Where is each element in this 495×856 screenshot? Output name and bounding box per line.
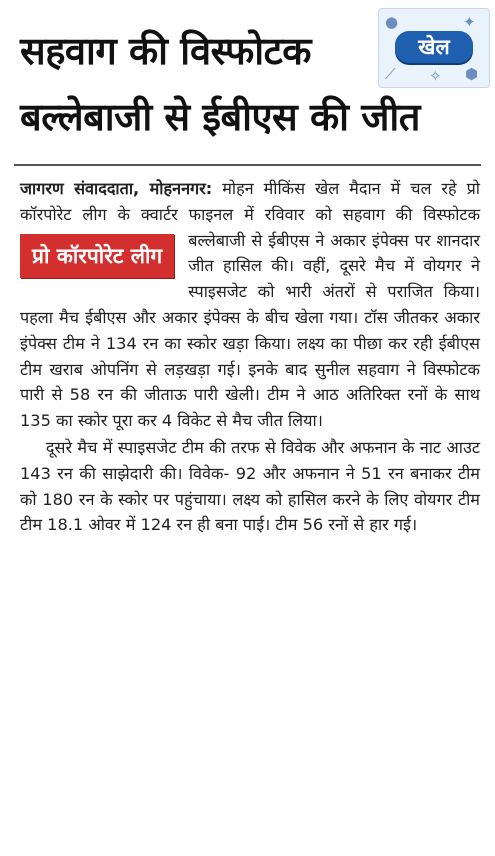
headline-line-2: बल्लेबाजी से ईबीएस की जीत: [20, 95, 420, 139]
section-badge-label: खेल: [395, 31, 473, 63]
divider: [14, 164, 481, 166]
runner-icon: ✦: [463, 13, 476, 31]
article-body: [20, 176, 480, 538]
volleyball-icon: ●: [385, 13, 399, 31]
soccer-ball-icon: ⬢: [465, 65, 479, 83]
cricket-bat-icon: ⟋: [385, 65, 396, 83]
article-paragraph-2: दूसरे मैच में स्पाइसजेट टीम की तरफ से विवेक और अफनान के नाट आउट 143 रन की साझेदारी की। विवेक- 92 और अफनान ने 51 रन बनाकर टीम को 180 रन के स्कोर पर पहुंचाया। लक्ष्य को हासिल करने के लिए वोयगर टीम टीम 18.1 ओवर में 124 रन ही बना पाई। टीम 56 रनों से हार गई।: [20, 437, 480, 535]
lead-text: मोहन मीकिंस खेल मैदान में चल रहे प्रो कॉरपोरेट लीग के क्वार्टर फाइनल में रविवार को सहवाग की विस्फोटक बल्लेबाजी से प्रो कॉरपोरेट लीग ईबीएस ने अकार इंपेक्स पर शानदार जीत हासिल की। वहीं, दूसरे मैच में वोयगर ने स्पाइसजेट को भारी अंतरों से पराजित किया। पहला मैच ईबीएस और अकार इंपेक्स के बीच खेला गया। टॉस जीतकर अकार इंपेक्स टीम ने 134 रन का स्कोर खड़ा किया। लक्ष्य का पीछा कर रही ईबीएस टीम खराब ओपनिंग से लड़खड़ा गई। इनके बाद सुनील सहवाग ने विस्फोटक पारी से 58 रन की जीताऊ पारी खेली। टीम ने आठ अतिरिक्त रनों के साथ 135 का स्कोर पूरा कर 4 विकेट से मैच जीत लिया।: [20, 179, 480, 431]
section-tag: प्रो कॉरपोरेट लीग: [20, 234, 174, 278]
headline-line-1: सहवाग की विस्फोटक: [20, 29, 311, 73]
byline: जागरण संवाददाता, मोहननगर:: [20, 179, 213, 198]
article-paragraph-1: [20, 176, 480, 434]
headline: [20, 18, 420, 150]
section-badge: [378, 8, 490, 88]
badminton-icon: ✧: [429, 67, 442, 85]
